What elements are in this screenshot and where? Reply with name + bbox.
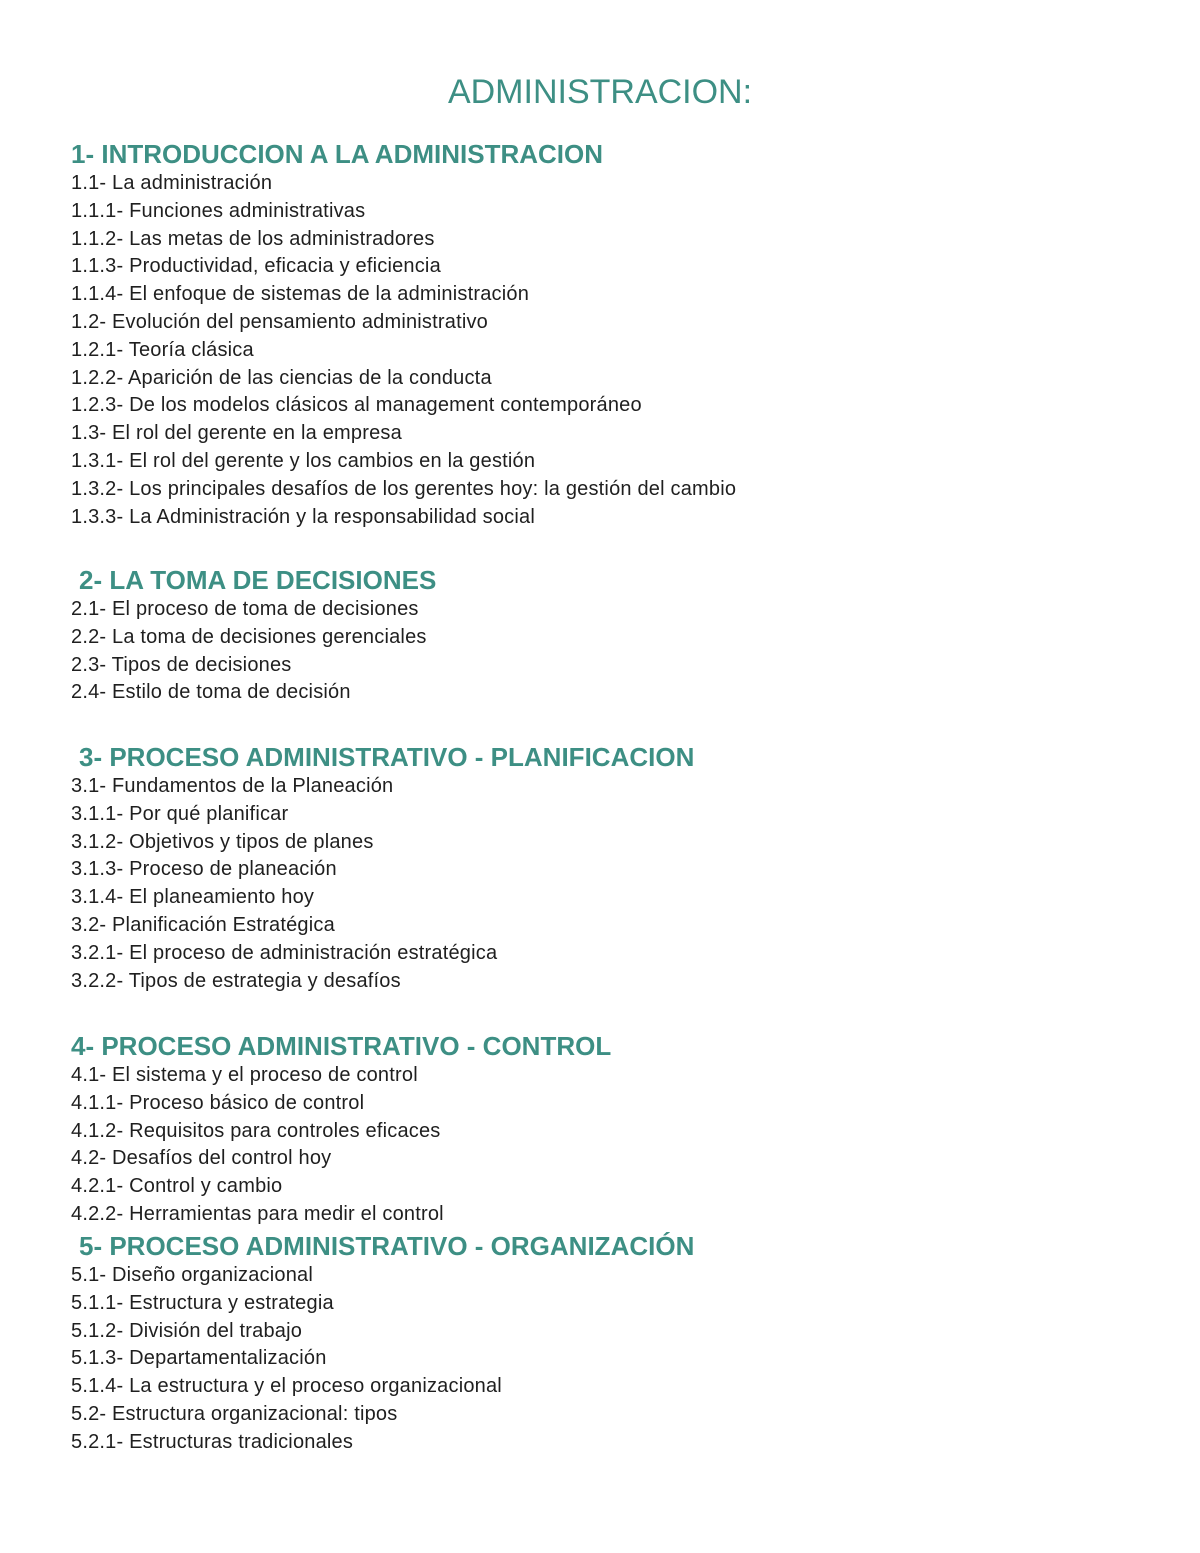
list-item: 2.2- La toma de decisiones gerenciales (71, 625, 427, 648)
list-item: 4.2.1- Control y cambio (71, 1175, 283, 1198)
section-toma-de-decisiones (71, 564, 1151, 707)
section-control (71, 1030, 1151, 1229)
list-item: 4.1.1- Proceso básico de control (71, 1091, 365, 1114)
list-item: 2.3- Tipos de decisiones (71, 653, 292, 676)
list-item: 1.2.2- Aparición de las ciencias de la conducta (71, 366, 492, 389)
section-heading: 1- INTRODUCCION A LA ADMINISTRACION (71, 139, 604, 169)
section-list (71, 170, 1151, 531)
section-heading: 2- LA TOMA DE DECISIONES (79, 565, 437, 595)
list-item: 4.1- El sistema y el proceso de control (71, 1064, 418, 1086)
section-heading: 3- PROCESO ADMINISTRATIVO - PLANIFICACION (79, 742, 695, 772)
section-introduccion (71, 138, 1151, 531)
list-item: 5.2.1- Estructuras tradicionales (71, 1430, 354, 1453)
section-heading: 5- PROCESO ADMINISTRATIVO - ORGANIZACIÓN (79, 1231, 695, 1261)
list-item: 4.2- Desafíos del control hoy (71, 1147, 332, 1170)
section-planificacion (71, 741, 1151, 995)
list-item: 1.3.2- Los principales desafíos de los gerentes hoy: la gestión del cambio (71, 477, 737, 500)
list-item: 1.2- Evolución del pensamiento administrativo (71, 310, 488, 333)
list-item: 5.1.3- Departamentalización (71, 1347, 327, 1370)
list-item: 1.1.4- El enfoque de sistemas de la administración (71, 283, 530, 306)
section-heading: 4- PROCESO ADMINISTRATIVO - CONTROL (71, 1031, 612, 1061)
document-title: ADMINISTRACION: (447, 73, 753, 111)
list-item: 3.1.3- Proceso de planeación (71, 858, 337, 881)
list-item: 5.1.1- Estructura y estrategia (71, 1291, 334, 1314)
list-item: 5.2- Estructura organizacional: tipos (71, 1402, 398, 1425)
list-item: 1.1.3- Productividad, eficacia y eficiencia (71, 255, 441, 278)
list-item: 1.3.1- El rol del gerente y los cambios en la gestión (71, 449, 536, 472)
section-list (71, 1062, 1151, 1229)
list-item: 3.1.2- Objetivos y tipos de planes (71, 830, 374, 853)
list-item: 5.1- Diseño organizacional (71, 1264, 314, 1286)
list-item: 5.1.2- División del trabajo (71, 1319, 303, 1342)
list-item: 4.2.2- Herramientas para medir el control (71, 1202, 444, 1225)
list-item: 1.1.1- Funciones administrativas (71, 199, 366, 222)
list-item: 3.2- Planificación Estratégica (71, 913, 335, 936)
list-item: 1.3- El rol del gerente en la empresa (71, 422, 402, 445)
list-item: 2.1- El proceso de toma de decisiones (71, 598, 419, 620)
list-item: 3.2.1- El proceso de administración estratégica (71, 941, 498, 964)
section-list (71, 773, 1151, 995)
list-item: 5.1.4- La estructura y el proceso organizacional (71, 1375, 502, 1398)
list-item: 1.3.3- La Administración y la responsabilidad social (71, 505, 535, 528)
list-item: 3.1.4- El planeamiento hoy (71, 886, 315, 909)
list-item: 3.1.1- Por qué planificar (71, 802, 289, 825)
list-item: 1.2.1- Teoría clásica (71, 338, 254, 361)
list-item: 3.2.2- Tipos de estrategia y desafíos (71, 969, 401, 992)
list-item: 4.1.2- Requisitos para controles eficaces (71, 1119, 441, 1142)
list-item: 1.1.2- Las metas de los administradores (71, 227, 435, 250)
list-item: 3.1- Fundamentos de la Planeación (71, 775, 394, 797)
section-list (71, 1262, 1151, 1457)
list-item: 1.1- La administración (71, 172, 273, 194)
section-organizacion (71, 1230, 1151, 1457)
list-item: 1.2.3- De los modelos clásicos al management contemporáneo (71, 394, 642, 417)
list-item: 2.4- Estilo de toma de decisión (71, 681, 351, 704)
section-list (71, 596, 1151, 707)
